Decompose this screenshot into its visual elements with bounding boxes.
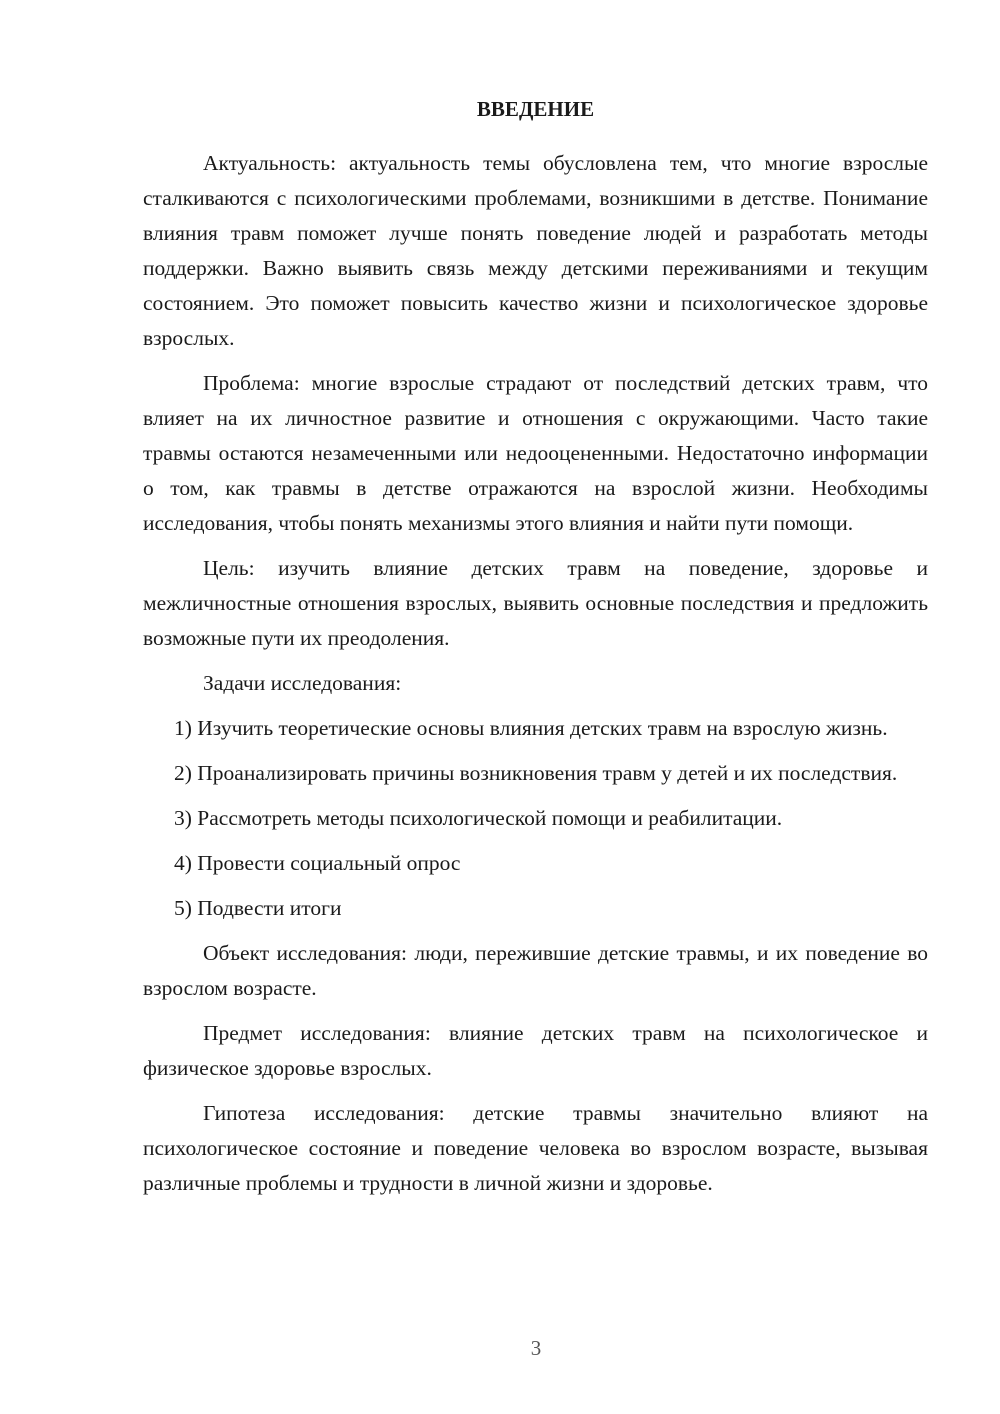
task-item-3: 3) Рассмотреть методы психологической помощи и реабилитации. <box>174 806 783 830</box>
object-paragraph: Объект исследования: люди, пережившие детские травмы, и их поведение во взрослом возрасте. <box>143 941 928 1000</box>
subject-paragraph: Предмет исследования: влияние детских травм на психологическое и физическое здоровье взрослых. <box>143 1021 928 1080</box>
task-item-5: 5) Подвести итоги <box>174 896 342 920</box>
page-number: 3 <box>530 1336 542 1360</box>
problem-paragraph: Проблема: многие взрослые страдают от последствий детских травм, что влияет на их личностное развитие и отношения с окружающими. Часто такие травмы остаются незамеченными или недооцененными. Недостаточно информации о том, как травмы в детстве отражаются на взрослой жизни. Необходимы исследования, чтобы понять механизмы этого влияния и найти пути помощи. <box>143 371 928 535</box>
goal-paragraph: Цель: изучить влияние детских травм на поведение, здоровье и межличностные отношения взрослых, выявить основные последствия и предложить возможные пути их преодоления. <box>143 556 928 650</box>
document-page <box>143 92 928 1211</box>
hypothesis-paragraph: Гипотеза исследования: детские травмы значительно влияют на психологическое состояние и поведение человека во взрослом возрасте, вызывая различные проблемы и трудности в личной жизни и здоровье. <box>143 1101 928 1195</box>
relevance-paragraph: Актуальность: актуальность темы обусловлена тем, что многие взрослые сталкиваются с психологическими проблемами, возникшими в детстве. Понимание влияния травм поможет лучше понять поведение людей и разработать методы поддержки. Важно выявить связь между детскими переживаниями и текущим состоянием. Это поможет повысить качество жизни и психологическое здоровье взрослых. <box>143 151 928 350</box>
task-item-1: 1) Изучить теоретические основы влияния детских травм на взрослую жизнь. <box>174 716 888 740</box>
task-item-2: 2) Проанализировать причины возникновения травм у детей и их последствия. <box>174 761 898 785</box>
tasks-label: Задачи исследования: <box>203 671 402 695</box>
task-item-4: 4) Провести социальный опрос <box>174 851 461 875</box>
page-title: ВВЕДЕНИЕ <box>476 97 595 121</box>
